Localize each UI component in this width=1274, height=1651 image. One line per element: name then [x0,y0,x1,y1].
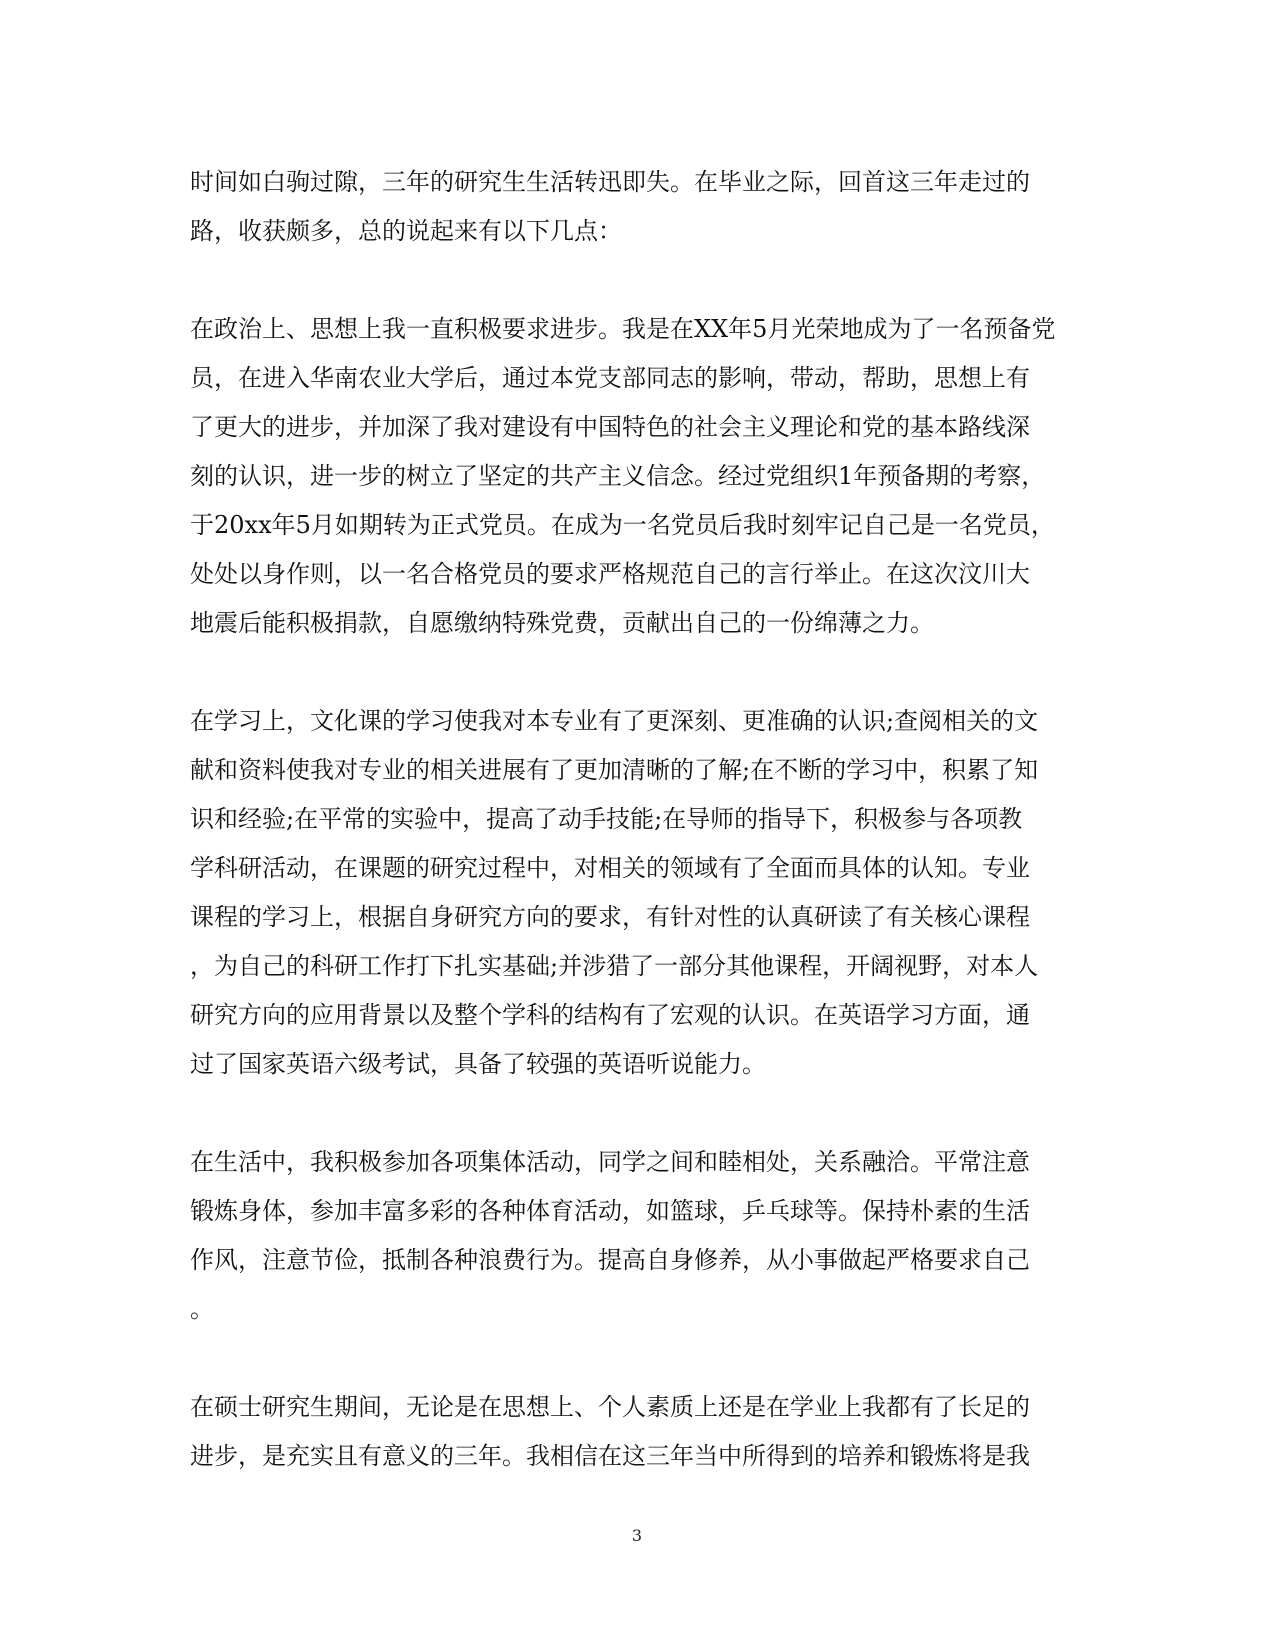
text-line: ，为自己的科研工作打下扎实基础;并涉猎了一部分其他课程，开阔视野，对本人 [190,952,1039,980]
text-line: 了更大的进步，并加深了我对建设有中国特色的社会主义理论和党的基本路线深 [190,413,1030,441]
text-line: 研究方向的应用背景以及整个学科的结构有了宏观的认识。在英语学习方面，通 [190,1001,1030,1029]
text-line: 在政治上、思想上我一直积极要求进步。我是在XX年5月光荣地成为了一名预备党 [190,315,1056,343]
text-line: 识和经验;在平常的实验中，提高了动手技能;在导师的指导下，积极参与各项教 [190,805,1023,833]
text-line: 过了国家英语六级考试，具备了较强的英语听说能力。 [190,1050,766,1078]
text-line: 处处以身作则，以一名合格党员的要求严格规范自己的言行举止。在这次汶川大 [190,560,1030,588]
paragraph-summary [190,1383,1078,1481]
text-line: 在硕士研究生期间，无论是在思想上、个人素质上还是在学业上我都有了长足的 [190,1393,1030,1421]
paragraph-politics [190,305,1078,648]
text-line: 课程的学习上，根据自身研究方向的要求，有针对性的认真研读了有关核心课程 [190,903,1030,931]
text-line: 在学习上，文化课的学习使我对本专业有了更深刻、更准确的认识;查阅相关的文 [190,707,1039,735]
text-line: 学科研活动，在课题的研究过程中，对相关的领域有了全面而具体的认知。专业 [190,854,1030,882]
document-body [190,158,1078,1530]
text-line: 进步，是充实且有意义的三年。我相信在这三年当中所得到的培养和锻炼将是我 [190,1442,1030,1470]
paragraph-study [190,697,1078,1089]
text-line: 。 [190,1295,214,1323]
text-line: 在生活中，我积极参加各项集体活动，同学之间和睦相处，关系融洽。平常注意 [190,1148,1030,1176]
page-number: 3 [631,1526,643,1545]
text-line: 员，在进入华南农业大学后，通过本党支部同志的影响，带动，帮助，思想上有 [190,364,1030,392]
text-line: 刻的认识，进一步的树立了坚定的共产主义信念。经过党组织1年预备期的考察， [190,462,1046,490]
text-line: 地震后能积极捐款，自愿缴纳特殊党费，贡献出自己的一份绵薄之力。 [190,609,934,637]
text-line: 路，收获颇多，总的说起来有以下几点： [190,217,622,245]
text-line: 锻炼身体，参加丰富多彩的各种体育活动，如篮球，乒乓球等。保持朴素的生活 [190,1197,1030,1225]
text-line: 时间如白驹过隙，三年的研究生生活转迅即失。在毕业之际，回首这三年走过的 [190,168,1030,196]
paragraph-intro [190,158,1078,256]
text-line: 于20xx年5月如期转为正式党员。在成为一名党员后我时刻牢记自己是一名党员， [190,511,1055,539]
paragraph-life [190,1138,1078,1334]
text-line: 作风，注意节俭，抵制各种浪费行为。提高自身修养，从小事做起严格要求自己 [190,1246,1030,1274]
text-line: 献和资料使我对专业的相关进展有了更加清晰的了解;在不断的学习中，积累了知 [190,756,1039,784]
